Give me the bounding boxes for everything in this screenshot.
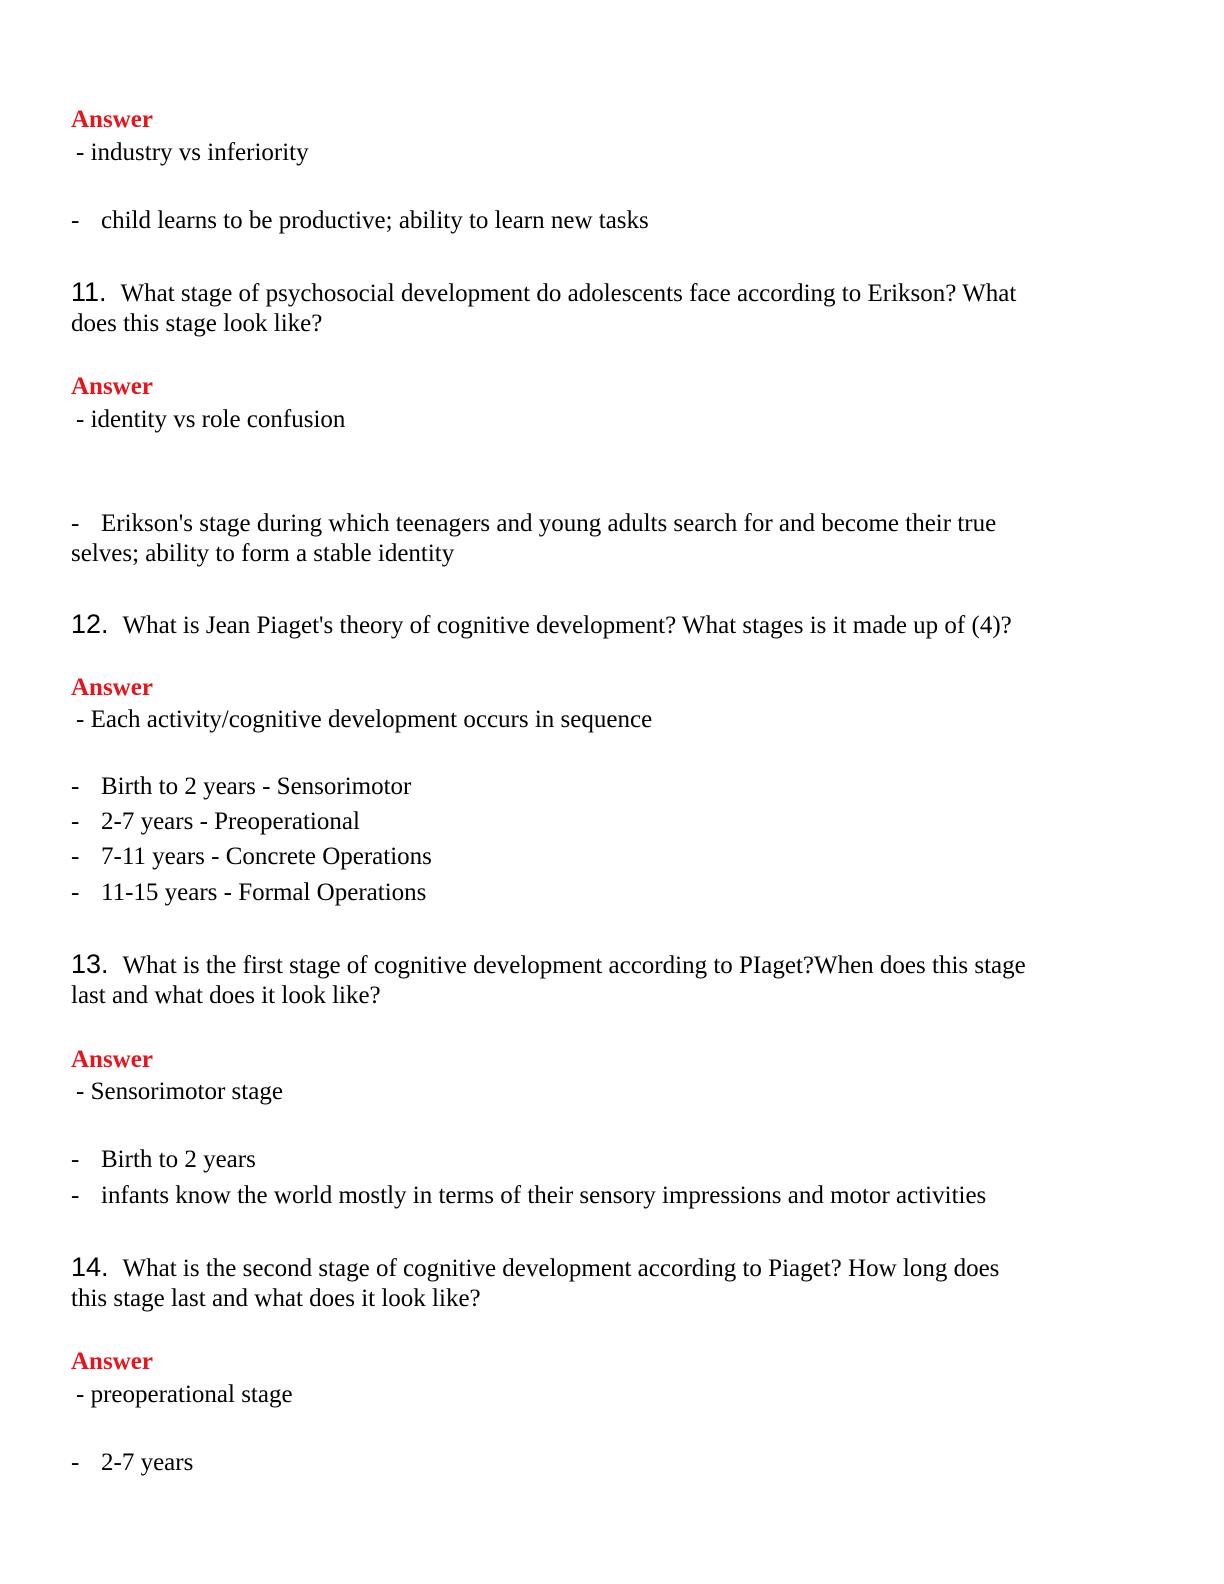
answer-label: Answer xyxy=(71,106,153,133)
answer-bullet xyxy=(71,508,996,539)
dash-marker: - xyxy=(71,773,80,800)
dash-marker: - xyxy=(71,1182,80,1209)
dash-marker: - xyxy=(71,1449,80,1476)
dash-marker: - xyxy=(71,879,80,906)
bullet-text: Erikson's stage during which teenagers and young adults search for and become their true xyxy=(101,510,997,537)
dash-marker: - xyxy=(71,510,80,537)
answer-bullet xyxy=(71,1447,193,1478)
question-13-line-1 xyxy=(71,949,1026,981)
bullet-text: child learns to be productive; ability to learn new tasks xyxy=(101,207,649,234)
bullet-text: 2-7 years - Preoperational xyxy=(101,808,360,835)
answer-bullet xyxy=(71,841,432,872)
answer-first-line: - Each activity/cognitive development occurs in sequence xyxy=(76,706,653,733)
bullet-text: 7-11 years - Concrete Operations xyxy=(101,843,432,870)
answer-label: Answer xyxy=(71,674,153,701)
question-13-line-2: last and what does it look like? xyxy=(71,982,381,1009)
question-number: 12. xyxy=(71,609,109,639)
dash-marker: - xyxy=(71,1146,80,1173)
bullet-text: Birth to 2 years - Sensorimotor xyxy=(101,773,412,800)
bullet-text: 11-15 years - Formal Operations xyxy=(101,879,427,906)
question-12-line-1 xyxy=(71,609,1012,641)
answer-bullet-continuation: selves; ability to form a stable identity xyxy=(71,540,455,567)
dash-marker: - xyxy=(71,207,80,234)
answer-label: Answer xyxy=(71,373,153,400)
question-number: 11. xyxy=(71,277,107,307)
bullet-text: infants know the world mostly in terms of their sensory impressions and motor activities xyxy=(101,1182,987,1209)
answer-first-line: - Sensorimotor stage xyxy=(76,1078,283,1105)
question-11-line-1 xyxy=(71,277,1016,309)
answer-bullet xyxy=(71,771,411,802)
question-text: What is Jean Piaget's theory of cognitive development? What stages is it made up of (4)? xyxy=(122,612,1012,639)
question-text: What is the first stage of cognitive development according to PIaget?When does this stage xyxy=(122,952,1026,979)
bullet-text: Birth to 2 years xyxy=(101,1146,256,1173)
answer-label: Answer xyxy=(71,1348,153,1375)
question-14-line-2: this stage last and what does it look like? xyxy=(71,1285,481,1312)
dash-marker: - xyxy=(71,808,80,835)
question-text: What stage of psychosocial development do adolescents face according to Erikson? What xyxy=(120,280,1017,307)
answer-bullet xyxy=(71,1144,256,1175)
question-text: What is the second stage of cognitive development according to Piaget? How long does xyxy=(122,1255,1000,1282)
dash-marker: - xyxy=(71,843,80,870)
answer-first-line: - industry vs inferiority xyxy=(76,139,309,166)
answer-bullet xyxy=(71,877,426,908)
question-14-line-1 xyxy=(71,1252,999,1284)
bullet-text: 2-7 years xyxy=(101,1449,194,1476)
answer-bullet xyxy=(71,205,649,236)
question-number: 14. xyxy=(71,1252,109,1282)
answer-bullet xyxy=(71,1180,986,1211)
question-number: 13. xyxy=(71,949,109,979)
answer-first-line: - identity vs role confusion xyxy=(76,406,346,433)
answer-first-line: - preoperational stage xyxy=(76,1381,293,1408)
question-11-line-2: does this stage look like? xyxy=(71,310,323,337)
answer-label: Answer xyxy=(71,1046,153,1073)
answer-bullet xyxy=(71,806,360,837)
